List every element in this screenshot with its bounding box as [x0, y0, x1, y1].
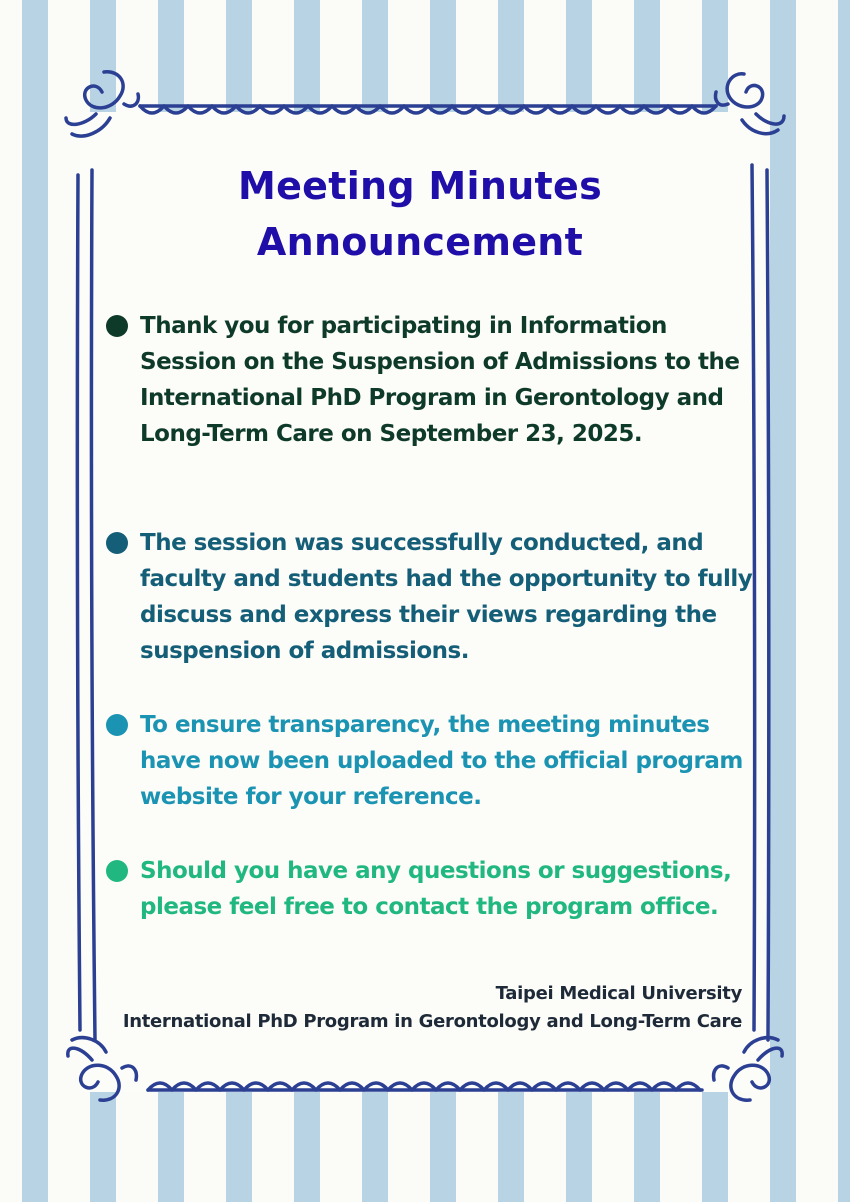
- bullet-text: Should you have any questions or suggestions, please feel free to contact the program office.: [140, 858, 732, 920]
- bullet-dot-icon: [106, 532, 128, 554]
- bullet-dot-icon: [106, 860, 128, 882]
- page-title: [0, 158, 840, 270]
- bullet-text: Thank you for participating in Information Session on the Suspension of Admissions to the International PhD Program in Gerontology and Long-Term Care on September 23, 2025.: [140, 313, 740, 447]
- signature-university: Taipei Medical University: [495, 983, 742, 1004]
- bullet-dot-icon: [106, 315, 128, 337]
- bullet-item-contact: [106, 853, 756, 925]
- bullet-item-thanks: [106, 308, 756, 452]
- signature-block: [123, 980, 742, 1036]
- bullet-item-session: [106, 525, 756, 669]
- bullet-dot-icon: [106, 714, 128, 736]
- bullet-text: The session was successfully conducted, and faculty and students had the opportunity to fully discuss and express their views regarding the suspension of admissions.: [140, 530, 753, 664]
- bullet-item-transparency: [106, 707, 756, 815]
- bullet-text: To ensure transparency, the meeting minutes have now been uploaded to the official program website for your reference.: [140, 712, 743, 810]
- signature-program: International PhD Program in Gerontology and Long-Term Care: [122, 1011, 742, 1032]
- title-line-1: Meeting Minutes: [237, 164, 603, 208]
- title-line-2: Announcement: [256, 220, 584, 264]
